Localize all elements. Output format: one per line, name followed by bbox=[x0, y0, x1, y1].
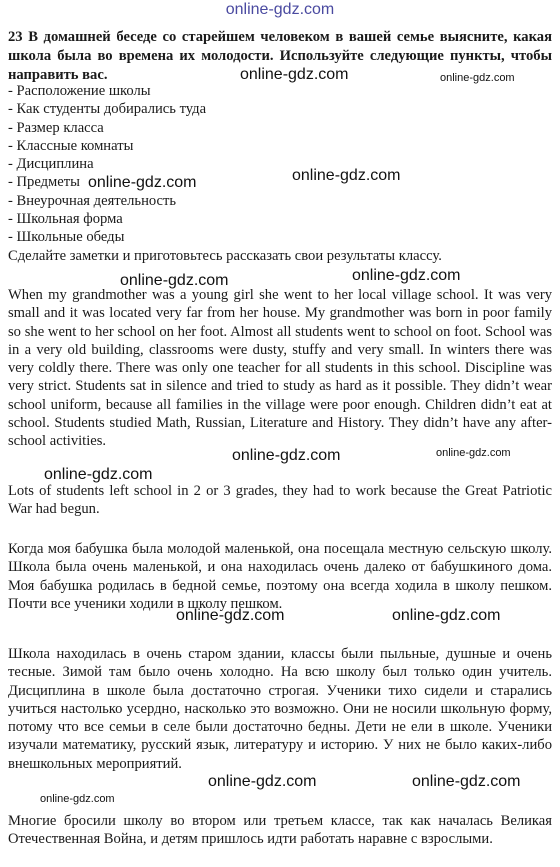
task-item: - Школьные обеды bbox=[8, 229, 125, 246]
watermark: online-gdz.com bbox=[44, 466, 153, 483]
task-item: - Предметы bbox=[8, 174, 80, 191]
watermark: online-gdz.com bbox=[208, 773, 317, 790]
watermark: online-gdz.com bbox=[352, 267, 461, 284]
task-item: - Внеурочная деятельность bbox=[8, 192, 177, 209]
watermark: online-gdz.com bbox=[292, 167, 401, 184]
task-item: - Дисциплина bbox=[8, 156, 94, 173]
task-item: - Размер класса bbox=[8, 119, 104, 136]
task-item: - Классные комнаты bbox=[8, 137, 134, 154]
watermark: online-gdz.com bbox=[176, 607, 285, 624]
answer-paragraph-russian-2: Школа находилась в очень старом здании, классы были пыльные, душные и очень тесные. Зимой там было очень холодно. На всю школу был только один учитель. Дисциплина в школе была достаточно строгая. Ученики тихо сидели и старались учиться настолько усердно, насколько это возможно. Они не носили школьную форму, потому что все семьи в селе были достаточно бедны. Дети не ели в школе. Ученики изучали математику, русский язык, литературу и историю. У них не было каких-либо внешкольных мероприятий. bbox=[8, 646, 552, 772]
watermark: online-gdz.com bbox=[412, 773, 521, 790]
watermark: online-gdz.com bbox=[120, 272, 229, 289]
answer-paragraph-russian-3: Многие бросили школу во втором или третьем классе, так как началась Великая Отечественная Война, и детям пришлось идти работать наравне с взрослыми. bbox=[8, 813, 552, 848]
answer-paragraph-english-2: Lots of students left school in 2 or 3 grades, they had to work because the Great Patriotic War had begun. bbox=[8, 483, 552, 518]
site-url-header: online-gdz.com bbox=[225, 1, 335, 18]
answer-paragraph-english-1: When my grandmother was a young girl she went to her local village school. It was very small and it was located very far from her house. My grandmother was born in poor family so she went to her school on her foot. Almost all students went to school on foot. School was in a very old building, classrooms were dusty, stuffy and very small. In winters there was very coldly there. There was only one teacher for all students in this school. Discipline was very strict. Students sat in silence and tried to study as hard as it possible. They didn’t wear school uniform, because all families in the village were poor enough. Children didn’t eat at school. Students studied Math, Russian, Literature and History. They didn’t have any after-school activities. bbox=[8, 287, 552, 450]
watermark: online-gdz.com bbox=[392, 607, 501, 624]
task-heading: 23 В домашней беседе со старейшем человеком в вашей семье выясните, какая школа была во времена их молодости. Используйте следующие пункты, чтобы направить вас. bbox=[8, 29, 552, 83]
watermark: online-gdz.com bbox=[88, 174, 197, 191]
task-item: - Расположение школы bbox=[8, 83, 151, 99]
task-instruction: Сделайте заметки и приготовьтесь рассказать свои результаты классу. bbox=[8, 248, 442, 264]
answer-paragraph-russian-1: Когда моя бабушка была молодой маленькой, она посещала местную сельскую школу. Школа была очень маленькой, и она находилась очень далеко от бабушкиного дома. Моя бабушка родилась в бедной семье, поэтому она всегда ходила в школу пешком. Почти все ученики ходили в школу пешком. bbox=[8, 541, 552, 612]
watermark: online-gdz.com bbox=[40, 793, 115, 805]
watermark: online-gdz.com bbox=[436, 447, 511, 459]
task-item: - Как студенты добирались туда bbox=[8, 101, 207, 118]
watermark: online-gdz.com bbox=[232, 447, 341, 464]
task-items-list bbox=[8, 82, 206, 247]
watermark: online-gdz.com bbox=[240, 66, 349, 83]
task-item: - Школьная форма bbox=[8, 211, 123, 228]
watermark: online-gdz.com bbox=[440, 72, 515, 84]
